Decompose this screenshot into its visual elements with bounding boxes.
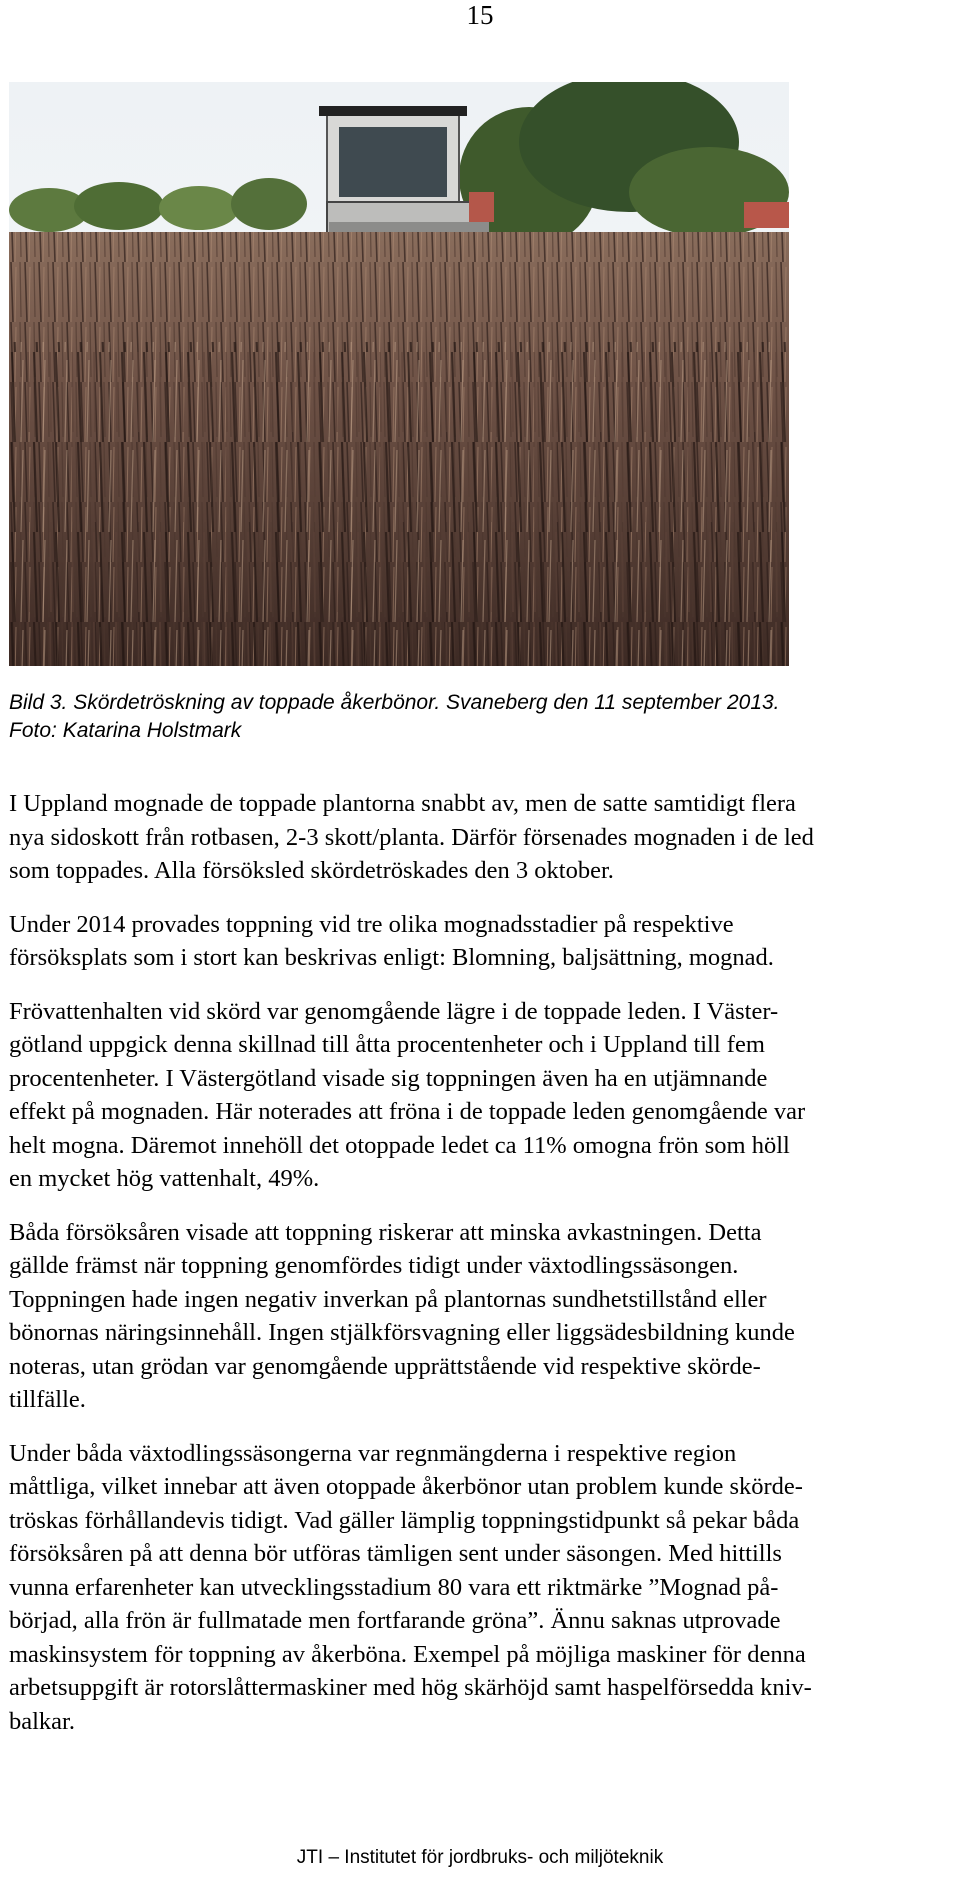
text-line: som toppades. Alla försöksled skördetröskades den 3 oktober.	[9, 857, 614, 884]
text-line: bönornas näringsinnehåll. Ingen stjälkförsvagning eller liggsädesbildning kunde	[9, 1319, 795, 1346]
text-line: gällde främst när toppning genomfördes tidigt under växtodlingssäsongen.	[9, 1252, 739, 1279]
text-line: vunna erfarenheter kan utvecklingsstadium 80 vara ett riktmärke ”Mognad på-	[9, 1573, 779, 1601]
text-line: noteras, utan grödan var genomgående upprättstående vid respektive skörde-	[9, 1352, 761, 1380]
text-line: Toppningen hade ingen negativ inverkan på plantornas sundhetstillstånd eller	[9, 1285, 767, 1313]
text-line: Båda försöksåren visade att toppning riskerar att minska avkastningen. Detta	[9, 1218, 762, 1246]
text-line: måttliga, vilket innebar att även otoppade åkerbönor utan problem kunde skörde-	[9, 1473, 803, 1500]
paragraph-1	[9, 787, 954, 888]
text-line: arbetsuppgift är rotorslåttermaskiner med hög skärhöjd samt haspelförsedda kniv-	[9, 1674, 812, 1701]
page-footer: JTI – Institutet för jordbruks- och miljöteknik	[296, 1847, 664, 1868]
text-line: Under båda växtodlingssäsongerna var regnmängderna i respektive region	[9, 1439, 737, 1467]
paragraph-4	[9, 1216, 954, 1417]
text-line: maskinsystem för toppning av åkerböna. Exempel på möjliga maskiner för denna	[9, 1640, 806, 1668]
text-line: en mycket hög vattenhalt, 49%.	[9, 1165, 320, 1192]
text-line: försöksåren på att denna bör utföras tämligen sent under säsongen. Med hittills	[9, 1540, 782, 1567]
text-line: helt mogna. Däremot innehöll det otoppade ledet ca 11% omogna frön som höll	[9, 1131, 790, 1159]
text-line: effekt på mognaden. Här noterades att fröna i de toppade leden genomgående var	[9, 1098, 806, 1125]
page-number: 15	[466, 0, 494, 30]
harvest-field-image	[9, 82, 789, 666]
text-line: börjad, alla frön är fullmatade men fortfarande gröna”. Ännu saknas utprovade	[9, 1607, 781, 1634]
caption-credit: Foto: Katarina Holstmark	[9, 719, 242, 742]
paragraph-2	[9, 908, 954, 975]
body-text	[9, 787, 954, 1758]
text-line: procentenheter. I Västergötland visade sig toppningen även ha en utjämnande	[9, 1064, 768, 1092]
text-line: Frövattenhalten vid skörd var genomgående lägre i de toppade leden. I Väster-	[9, 997, 779, 1025]
text-line: försöksplats som i stort kan beskrivas enligt: Blomning, baljsättning, mognad.	[9, 944, 774, 971]
paragraph-3	[9, 995, 954, 1196]
paragraph-5	[9, 1437, 954, 1739]
field-photo	[9, 82, 789, 666]
text-line: Under 2014 provades toppning vid tre olika mognadsstadier på respektive	[9, 910, 734, 938]
text-line: nya sidoskott från rotbasen, 2-3 skott/planta. Därför försenades mognaden i de led	[9, 823, 814, 851]
text-line: balkar.	[9, 1707, 75, 1735]
text-line: I Uppland mognade de toppade plantorna snabbt av, men de satte samtidigt flera	[9, 790, 796, 817]
caption-line: Bild 3. Skördetröskning av toppade åkerbönor. Svaneberg den 11 september 2013.	[9, 691, 780, 714]
text-line: götland uppgick denna skillnad till åtta procentenheter och i Uppland till fem	[9, 1031, 765, 1058]
text-line: tröskas förhållandevis tidigt. Vad gäller lämplig toppningstidpunkt så pekar båda	[9, 1506, 800, 1534]
figure-caption	[9, 689, 939, 745]
text-line: tillfälle.	[9, 1386, 86, 1413]
